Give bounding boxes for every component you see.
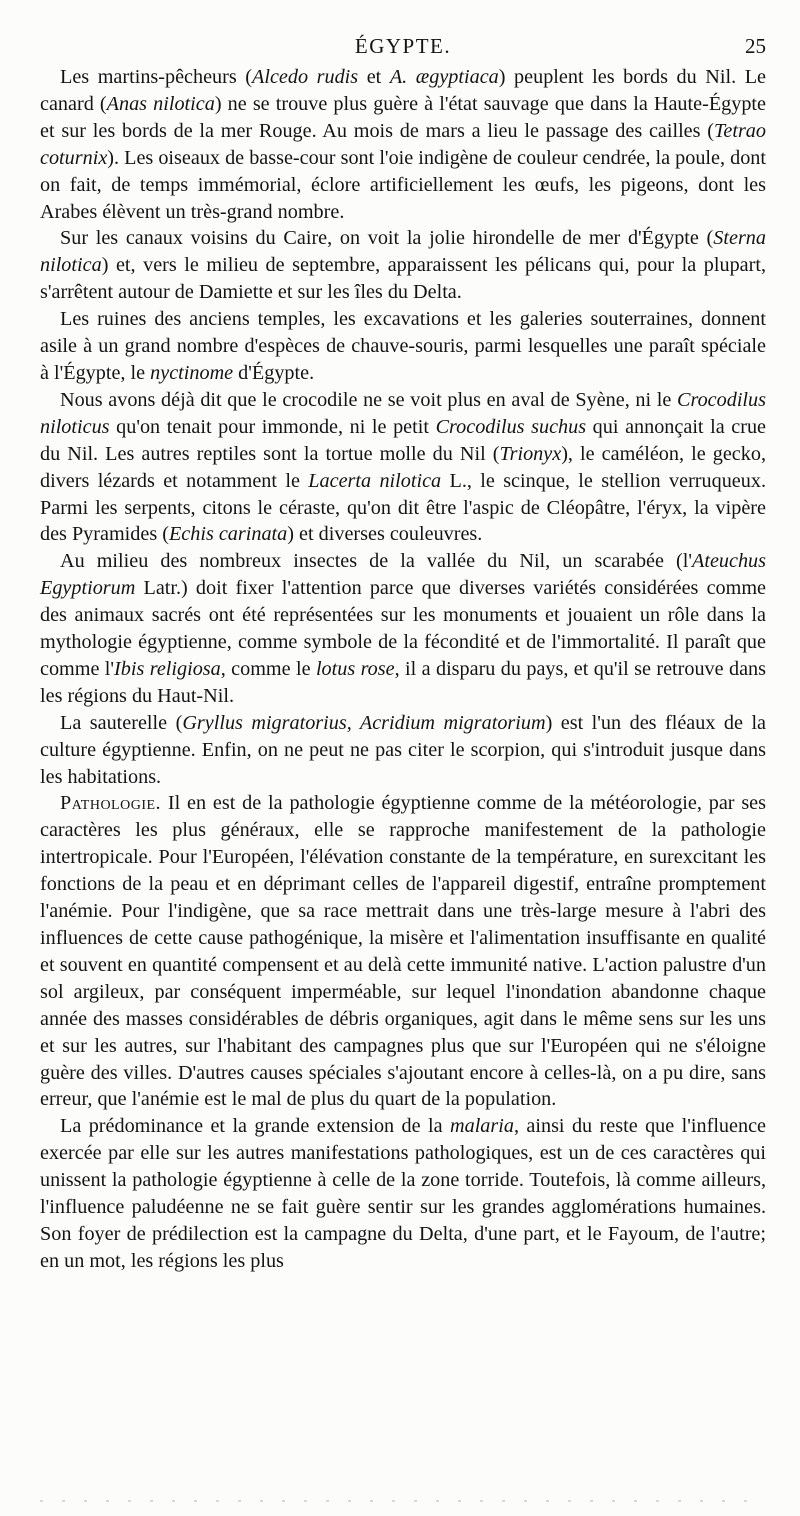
text-run: Il en est de la pathologie égyptienne comme de la météorologie, par ses caractères les plus généraux, elle se rapproche manifestement de la pathologie intertropicale. Pour l'Européen, l'élévation constante de la température, en surexcitant les fonctions de la peau et en déprimant celles de l'appareil digestif, entraîne promptement l'anémie. Pour l'indigène, que sa race mettrait dans une très-large mesure à l'abri des influences de cette cause pathogénique, la misère et l'alimentation insuffisante en qualité et souvent en quantité compensent et au delà cette immunité native. L'action palustre d'un sol argileux, par conséquent imperméable, sur lequel l'inondation abandonne chaque année des masses considérables de débris organiques, agit dans le même sens sur les uns et sur les autres, sur l'habitant des campagnes plus que sur l'Européen qui ne s'éloigne guère des villes. D'autres causes spéciales s'ajoutant encore à celles-là, on a pu dire, sans erreur, que l'anémie est le mal de plus du quart de la population. [40, 792, 766, 1111]
text-run: ) est l'un des fléaux de la culture égyptienne. Enfin, on ne peut ne pas citer le scorpion, qui s'introduit jusque dans les habitations. [40, 711, 767, 788]
text-run: Les ruines des anciens temples, les excavations et les galeries souterraines, donnent asile à un grand nombre d'espèces de chauve-souris, parmi lesquelles une paraît spéciale à l'Égypte, le [40, 308, 766, 384]
text-run: , ainsi du reste que l'influence exercée par elle sur les autres manifestations pathologiques, est un de ces caractères qui unissent la pathologie égyptienne à celle de la zone torride. Toutefois, là comme ailleurs, l'influence paludéenne ne se fait guère sentir sur les grandes agglomérations humaines. Son foyer de prédilection est la campagne du Delta, d'une part, et le Fayoum, de l'autre; en un mot, les régions les plus [40, 1115, 766, 1272]
italic-term: nyctinome [150, 361, 234, 384]
italic-term: Ibis religiosa [114, 657, 221, 680]
italic-term: Alcedo rudis [252, 66, 359, 88]
text-run: Les martins-pêcheurs ( [60, 66, 253, 88]
text-run: ) ne se trouve plus guère à l'état sauvage que dans la Haute-Égypte et sur les bords de la mer Rouge. Au mois de mars a lieu le passage des cailles ( [40, 92, 767, 142]
text-run: ) et, vers le milieu de septembre, apparaissent les pélicans qui, pour la plupart, s'arrêtent autour de Damiette et sur les îles du Delta. [40, 254, 766, 304]
text-run: ), le caméléon, le gecko, divers lézards et notamment le [40, 442, 766, 492]
italic-term: Ateuchus Egyptiorum [40, 550, 766, 600]
italic-term: Trionyx [499, 442, 562, 465]
text-run: ) et diverses couleuvres. [287, 523, 483, 546]
italic-term: Crocodilus niloticus [40, 388, 766, 438]
body-text [40, 64, 766, 1275]
text-run: Sur les canaux voisins du Caire, on voit la jolie hirondelle de mer d'Égypte ( [60, 227, 714, 250]
text-run: d'Égypte. [233, 361, 315, 384]
text-run: Au milieu des nombreux insectes de la vallée du Nil, un scarabée (l' [60, 550, 692, 573]
italic-term: Sterna nilotica [40, 227, 766, 277]
italic-term: Lacerta nilotica [308, 469, 442, 492]
italic-term: Crocodilus suchus [435, 415, 587, 438]
italic-term: Anas nilotica [106, 92, 215, 115]
italic-term: lotus rose [315, 657, 395, 680]
text-run: L., le scinque, le stellion verruqueux. Parmi les serpents, citons le céraste, qu'on dit être l'aspic de Cléopâtre, l'éryx, la vipère des Pyramides ( [40, 469, 766, 546]
section-heading: Pathologie. [60, 792, 162, 815]
text-run: et [358, 66, 390, 88]
text-run: , il a disparu du pays, et qu'il se retrouve dans les régions du Haut-Nil. [40, 657, 766, 707]
page-number: 25 [745, 34, 766, 58]
text-run: Nous avons déjà dit que le crocodile ne se voit plus en aval de Syène, ni le [60, 388, 678, 411]
text-run: Latr.) doit fixer l'attention parce que diverses variétés considérées comme des animaux sacrés ont été représentées sur les monuments et jouaient un rôle dans la mythologie égyptienne, comme symbole de la fécondité et de l'immortalité. Il paraît que comme l' [40, 577, 766, 680]
paragraph [40, 64, 766, 225]
italic-term: malaria [450, 1115, 514, 1138]
paragraph [40, 387, 766, 548]
paragraph [40, 710, 766, 791]
italic-term: Echis carinata [168, 523, 288, 546]
text-run: ) peuplent les bords du Nil. Le canard ( [40, 66, 766, 115]
paragraph [40, 306, 766, 387]
paragraph [40, 548, 766, 709]
paragraph [40, 790, 766, 1113]
italic-term: Tetrao coturnix [40, 119, 766, 169]
paragraph [40, 1113, 766, 1274]
running-head [40, 26, 766, 64]
scan-bottom-artifact [40, 1500, 766, 1502]
text-run: qu'on tenait pour immonde, ni le petit [109, 415, 436, 438]
text-run: ). Les oiseaux de basse-cour sont l'oie indigène de couleur cendrée, la poule, dont on fait, de temps immémorial, éclore artificiellement les œufs, les pigeons, dont les Arabes élèvent un très-grand nombre. [40, 146, 766, 223]
text-run: qui annonçait la crue du Nil. Les autres reptiles sont la tortue molle du Nil ( [40, 415, 767, 465]
running-title: ÉGYPTE. [354, 34, 452, 58]
italic-term: A. ægyptiaca [389, 66, 499, 88]
text-run: , comme le [220, 657, 316, 680]
text-run: La sauterelle ( [60, 711, 183, 734]
paragraph [40, 225, 766, 306]
text-run: La prédominance et la grande extension de la [60, 1115, 451, 1138]
italic-term: Gryllus migratorius, Acridium migratorium [182, 711, 546, 734]
